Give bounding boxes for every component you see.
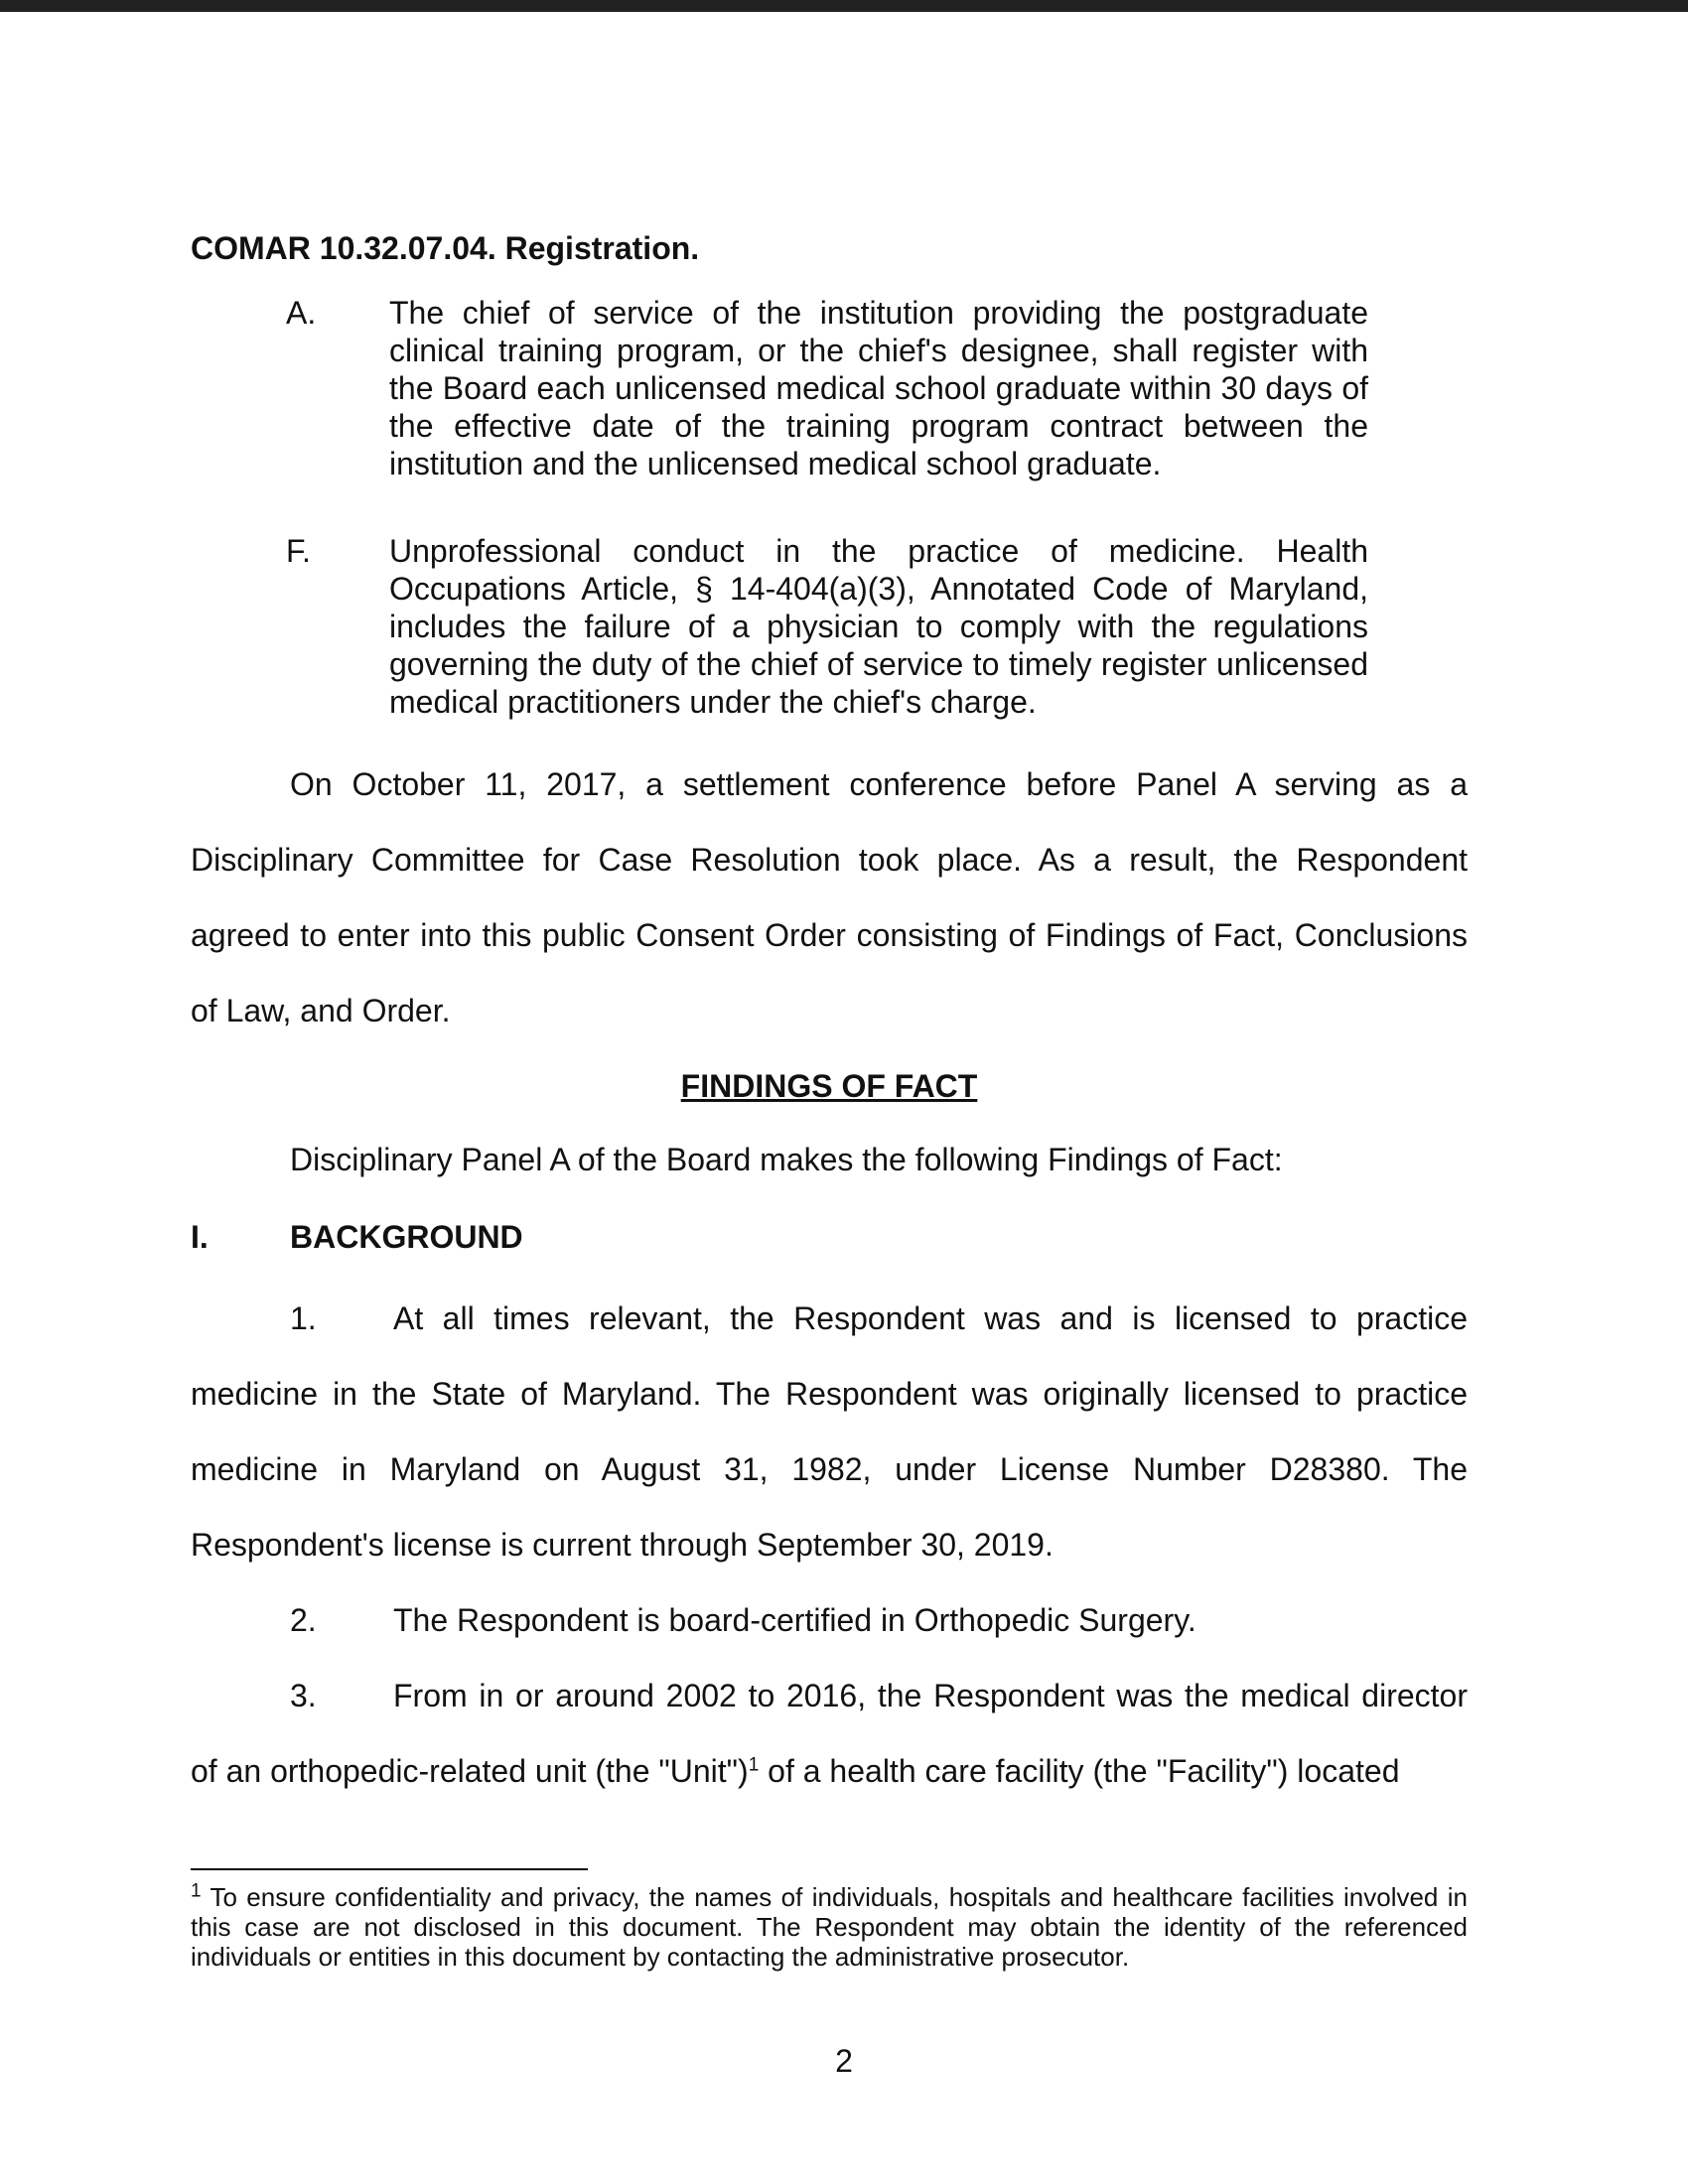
regulation-text: The chief of service of the institution providing the postgraduate clinical training program, or the chief's designee, shall register with the Board each unlicensed medical school graduate within 30 days of the effective date of the training program contract between the institution and the unlicensed medical school graduate. <box>389 295 1368 481</box>
page-number: 2 <box>835 2043 853 2079</box>
regulation-item-a <box>286 294 1368 482</box>
regulation-text: Unprofessional conduct in the practice of medicine. Health Occupations Article, § 14-404(a)(3), Annotated Code of Maryland, includes the failure of a physician to comply with the regulations governing the duty of the chief of service to timely register unlicensed medical practitioners under the chief's charge. <box>389 533 1368 720</box>
footnote-marker: 1 <box>191 1880 202 1902</box>
findings-intro: Disciplinary Panel A of the Board makes the following Findings of Fact: <box>290 1142 1283 1177</box>
paragraph-text-end: of a health care facility (the "Facility") located <box>759 1753 1400 1789</box>
footnote-reference: 1 <box>748 1754 760 1776</box>
scan-top-edge <box>0 0 1688 12</box>
finding-paragraph-2 <box>191 1582 1468 1658</box>
findings-title: FINDINGS OF FACT <box>680 1068 978 1104</box>
section-title: BACKGROUND <box>290 1219 523 1255</box>
paragraph-text: The Respondent is board-certified in Orthopedic Surgery. <box>393 1602 1196 1638</box>
regulation-letter: A. <box>286 295 317 331</box>
finding-paragraph-3 <box>191 1658 1468 1809</box>
footnote <box>191 1882 1468 1972</box>
paragraph-number: 3. <box>290 1678 317 1713</box>
finding-paragraph-1 <box>191 1281 1468 1582</box>
paragraph-number: 1. <box>290 1300 317 1336</box>
regulation-item-f <box>286 532 1368 721</box>
paragraph-number: 2. <box>290 1602 317 1638</box>
section-number: I. <box>191 1219 209 1255</box>
paragraph-text: At all times relevant, the Respondent was and is licensed to practice medicine in the State of Maryland. The Respondent was originally licensed to practice medicine in Maryland on August 31, 1982, under License Number D28380. The Respondent's license is current through September 30, 2019. <box>191 1300 1468 1563</box>
footnote-text: To ensure confidentiality and privacy, the names of individuals, hospitals and healthcare facilities involved in this case are not disclosed in this document. The Respondent may obtain the identity of the referenced individuals or entities in this document by contacting the administrative prosecutor. <box>191 1882 1468 1972</box>
footnote-divider <box>191 1868 588 1870</box>
regulation-heading: COMAR 10.32.07.04. Registration. <box>191 230 700 266</box>
paragraph-text-start: From in or around 2002 to 2016, the Respondent was the medical director of an orthopedic-related unit (the "Unit") <box>191 1678 1468 1789</box>
regulation-letter: F. <box>286 533 311 569</box>
settlement-paragraph: On October 11, 2017, a settlement conference before Panel A serving as a Disciplinary Committee for Case Resolution took place. As a result, the Respondent agreed to enter into this public Consent Order consisting of Findings of Fact, Conclusions of Law, and Order. <box>191 766 1468 1028</box>
